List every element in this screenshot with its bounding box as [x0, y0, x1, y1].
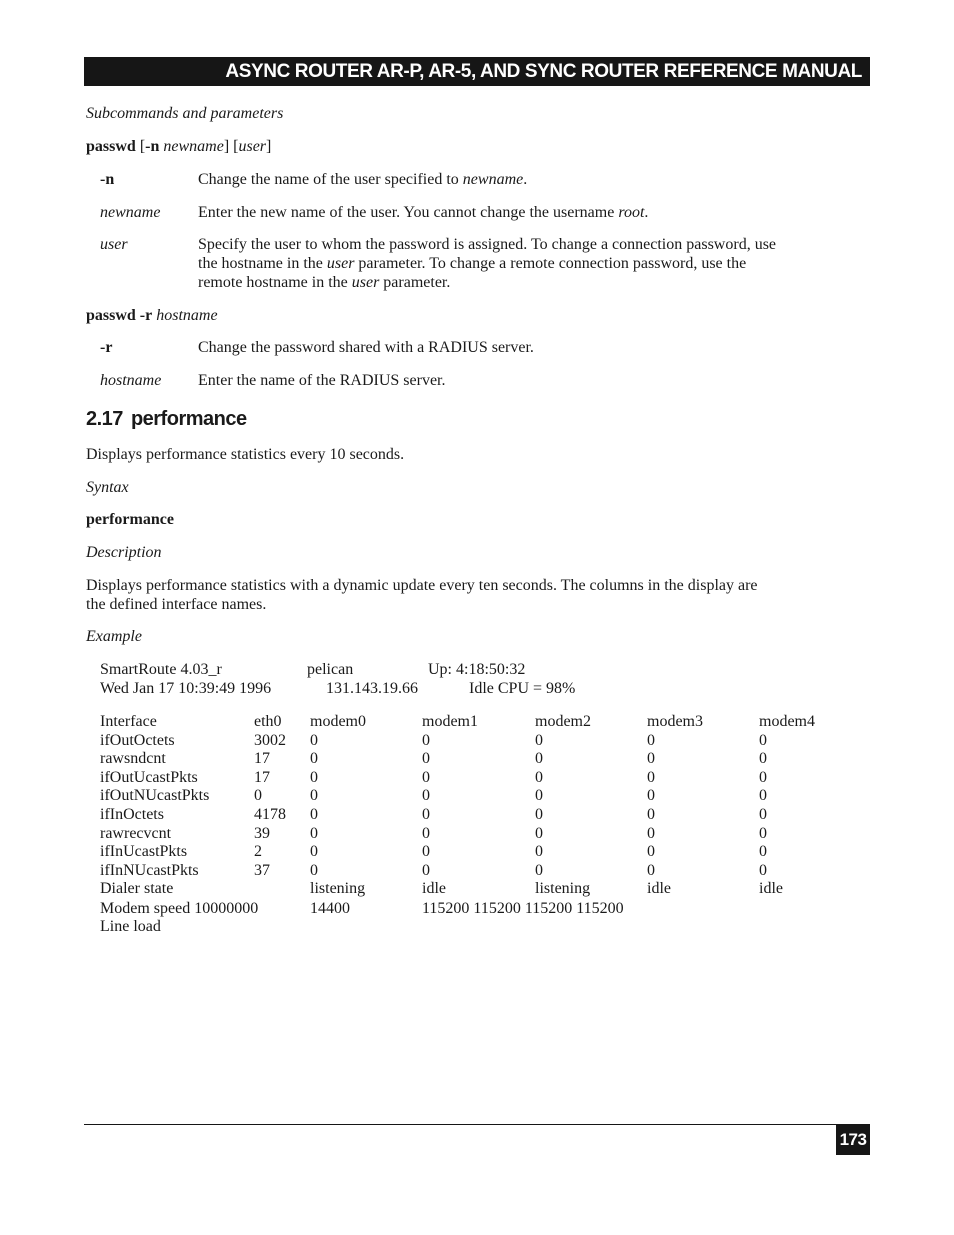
desc-italic: user	[326, 255, 355, 272]
table-cell: 0	[422, 731, 430, 749]
passwd-n-command	[86, 137, 271, 156]
param-term: -n	[100, 171, 115, 188]
table-cell: listening	[310, 880, 366, 898]
table-cell: 0	[310, 768, 318, 786]
row-label: ifInUcastPkts	[100, 843, 188, 861]
modem-speed-label: Modem speed 10000000	[100, 900, 259, 917]
cmd-name: passwd -r	[86, 307, 153, 324]
row-label: rawsndcnt	[100, 750, 166, 768]
table-cell: 0	[759, 861, 767, 879]
table-cell: 0	[422, 824, 430, 842]
table-cell: 2	[254, 843, 262, 861]
header-cell: modem4	[759, 713, 815, 730]
row-label: ifInOctets	[100, 806, 164, 823]
header-cell: Interface	[100, 713, 157, 730]
modem-speed-value: 14400	[310, 900, 350, 917]
section-title: performance	[130, 408, 247, 430]
table-cell: idle	[759, 880, 783, 898]
table-cell: 0	[647, 787, 655, 805]
param-term: hostname	[100, 372, 162, 389]
header-cell: modem1	[422, 713, 478, 730]
param-desc	[198, 170, 527, 189]
table-cell: 0	[647, 861, 655, 879]
table-cell: 0	[254, 787, 262, 805]
header-cell: modem2	[535, 713, 591, 730]
desc-italic: user	[351, 274, 380, 291]
table-cell: 0	[310, 731, 318, 749]
table-cell: 0	[422, 861, 430, 879]
passwd-r-command	[86, 306, 218, 325]
desc-text: parameter. To change a remote connection password, use the	[354, 255, 747, 272]
table-cell: 0	[310, 861, 318, 879]
table-cell: 0	[647, 768, 655, 786]
example-hostname: pelican	[307, 661, 354, 678]
table-cell: 37	[254, 861, 270, 879]
table-cell: 0	[422, 787, 430, 805]
page-number-box	[836, 1124, 870, 1155]
param-term: -r	[100, 339, 113, 356]
table-cell: 0	[759, 806, 767, 823]
table-cell: 17	[254, 750, 270, 768]
table-cell: 0	[422, 806, 430, 823]
param-desc: Change the password shared with a RADIUS server.	[198, 339, 534, 356]
modem-speed-value: 115200 115200 115200 115200	[422, 900, 624, 917]
table-cell: 0	[310, 843, 318, 861]
subcommands-heading: Subcommands and parameters	[86, 105, 284, 122]
desc-text: the hostname in the	[198, 255, 327, 272]
footer-rule	[84, 1124, 870, 1125]
syntax-command: performance	[86, 511, 174, 528]
example-label: Example	[86, 628, 142, 645]
cmd-flag: -n	[145, 138, 160, 155]
description-line: the defined interface names.	[86, 596, 267, 613]
table-cell: 39	[254, 824, 270, 842]
description-label: Description	[86, 544, 162, 561]
table-cell: 0	[759, 824, 767, 842]
table-row	[0, 768, 954, 787]
header-cell: modem0	[310, 713, 366, 730]
example-version: SmartRoute 4.03_r	[100, 661, 222, 678]
table-cell: 0	[759, 731, 767, 749]
table-row	[0, 879, 954, 898]
table-cell: 0	[759, 787, 767, 805]
desc-text: parameter.	[379, 274, 451, 291]
desc-text: .	[644, 204, 649, 221]
section-heading	[86, 407, 247, 431]
table-cell: 4178	[254, 806, 286, 823]
table-cell: 0	[422, 750, 430, 768]
line-load-label: Line load	[100, 918, 161, 935]
param-term: user	[100, 236, 128, 253]
syntax-label: Syntax	[86, 479, 129, 496]
table-cell: 0	[310, 750, 318, 768]
table-row	[0, 805, 954, 824]
desc-italic: root	[618, 204, 645, 221]
table-cell: listening	[535, 880, 591, 898]
table-cell: 0	[647, 731, 655, 749]
table-row	[0, 824, 954, 843]
table-cell: idle	[647, 880, 671, 898]
table-row	[0, 786, 954, 805]
header-bar	[84, 57, 870, 86]
param-desc: Enter the name of the RADIUS server.	[198, 372, 446, 389]
table-cell: 0	[759, 843, 767, 861]
desc-text: Change the name of the user specified to	[198, 171, 463, 188]
cmd-arg: newname	[159, 138, 224, 155]
header-cell: eth0	[254, 713, 282, 730]
description-line: Displays performance statistics with a dynamic update every ten seconds. The columns in the display are	[86, 577, 758, 594]
desc-text: .	[523, 171, 528, 188]
section-number: 2.17	[86, 408, 123, 430]
manual-title: ASYNC ROUTER AR-P, AR-5, AND SYNC ROUTER REFERENCE MANUAL	[225, 61, 862, 82]
table-row	[0, 749, 954, 768]
table-cell: 0	[759, 750, 767, 768]
param-desc-line	[198, 273, 450, 292]
table-cell: 0	[535, 750, 543, 768]
cmd-arg: user	[238, 138, 267, 155]
cmd-arg: hostname	[152, 307, 218, 324]
table-row	[0, 842, 954, 861]
table-cell: 0	[535, 731, 543, 749]
table-cell: 0	[647, 750, 655, 768]
header-cell: modem3	[647, 713, 703, 730]
example-date: Wed Jan 17 10:39:49 1996	[100, 680, 272, 697]
param-term: newname	[100, 204, 161, 221]
row-label: rawrecvcnt	[100, 824, 172, 842]
table-row	[0, 731, 954, 750]
table-cell: 0	[310, 806, 318, 823]
param-desc-line: Specify the user to whom the password is assigned. To change a connection password, use	[198, 236, 777, 253]
example-uptime: Up: 4:18:50:32	[428, 661, 526, 678]
row-label: ifOutUcastPkts	[100, 768, 198, 786]
example-idle-cpu: Idle CPU = 98%	[469, 680, 576, 697]
table-cell: 0	[759, 768, 767, 786]
row-label: ifOutOctets	[100, 731, 175, 749]
table-header-row	[0, 712, 954, 731]
table-cell: 0	[535, 787, 543, 805]
table-cell: 0	[647, 806, 655, 823]
table-cell: 0	[647, 843, 655, 861]
table-cell: 0	[535, 861, 543, 879]
table-row	[0, 861, 954, 880]
table-cell: 3002	[254, 731, 286, 749]
table-cell: 0	[647, 824, 655, 842]
desc-text: Enter the new name of the user. You cannot change the username	[198, 204, 619, 221]
row-label: ifInNUcastPkts	[100, 861, 199, 879]
example-ip: 131.143.19.66	[326, 680, 418, 697]
page-number: 173	[839, 1130, 867, 1149]
table-cell: 0	[535, 843, 543, 861]
cmd-name: passwd	[86, 138, 136, 155]
table-cell: 0	[535, 768, 543, 786]
desc-italic: newname	[462, 171, 524, 188]
table-cell: 0	[422, 843, 430, 861]
cmd-text: ] [	[223, 138, 239, 155]
cmd-text: ]	[266, 138, 272, 155]
table-cell: 17	[254, 768, 270, 786]
row-label: Dialer state	[100, 880, 174, 898]
table-cell: 0	[422, 768, 430, 786]
param-desc-line	[198, 254, 746, 273]
cmd-text: [	[135, 138, 146, 155]
desc-text: remote hostname in the	[198, 274, 352, 291]
table-cell: 0	[535, 824, 543, 842]
table-cell: 0	[535, 806, 543, 823]
table-cell: 0	[310, 824, 318, 842]
section-intro: Displays performance statistics every 10 seconds.	[86, 446, 405, 463]
table-cell: 0	[310, 787, 318, 805]
row-label: ifOutNUcastPkts	[100, 787, 210, 805]
param-desc	[198, 203, 648, 222]
table-cell: idle	[422, 880, 446, 898]
